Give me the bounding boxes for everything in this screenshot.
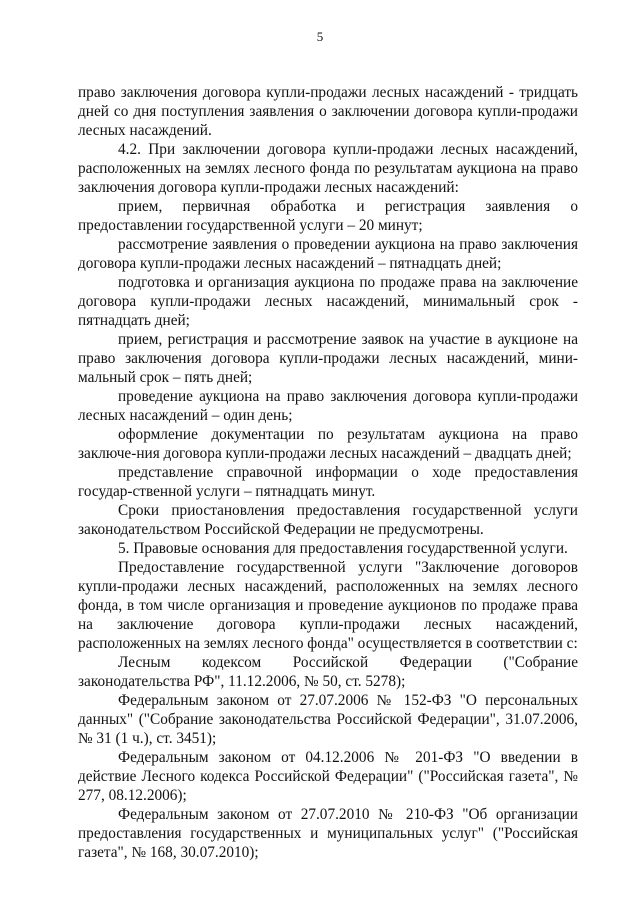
paragraph-continuation: право заключения договора купли-продажи лесных насаждений - тридцать дней со дня поступления заявления о заключении договора купли-продажи лесных насаждений. bbox=[78, 84, 578, 139]
paragraph-legal-basis: Предоставление государственной услуги "Заключение договоров купли-продажи лесных насаждений, расположенных на землях лесного фонда, в том числе организация и проведение аукционов по продаже права на заключение договора купли-продажи лесных насаждений, расположенных на землях лесного фонда" осуществляется в соответствии с: bbox=[78, 559, 578, 652]
legal-reference-item: Федеральным законом от 27.07.2006 № 152-ФЗ "О персональных данных" ("Собрание законодательства Российской Федерации", 31.07.2006, № 31 (1 ч.), ст. 3451); bbox=[78, 692, 578, 747]
paragraph-term-item: представление справочной информации о ходе предоставления государ-ственной услуги – пятнадцать минут. bbox=[78, 464, 578, 500]
paragraph-term-item: проведение аукциона на право заключения договора купли-продажи лесных насаждений – один день; bbox=[78, 388, 578, 424]
legal-reference-item: Федеральным законом от 27.07.2010 № 210-ФЗ "Об организации предоставления государственных и муниципальных услуг" ("Российская газета", № 168, 30.07.2010); bbox=[78, 806, 578, 861]
section-heading-5: 5. Правовые основания для предоставления государственной услуги. bbox=[118, 540, 568, 557]
paragraph-suspension-terms: Сроки приостановления предоставления государственной услуги законодательством Российской Федерации не предусмотрены. bbox=[78, 502, 578, 538]
paragraph-term-item: рассмотрение заявления о проведении аукциона на право заключения договора купли-продажи лесных насаждений – пятнадцать дней; bbox=[78, 236, 578, 272]
legal-reference-item: Федеральным законом от 04.12.2006 № 201-ФЗ "О введении в действие Лесного кодекса Российской Федерации" ("Российская газета", № 277, 08.12.2006); bbox=[78, 749, 578, 804]
paragraph-term-item: оформление документации по результатам аукциона на право заключе-ния договора купли-продажи лесных насаждений – двадцать дней; bbox=[78, 426, 578, 462]
paragraph-term-item: прием, первичная обработка и регистрация заявления о предоставлении государственной услуги – 20 минут; bbox=[78, 198, 578, 234]
paragraph-term-item: прием, регистрация и рассмотрение заявок на участие в аукционе на право заключения договора купли-продажи лесных насаждений, мини-мальный срок – пять дней; bbox=[78, 331, 578, 386]
legal-reference-item: Лесным кодексом Российской Федерации ("Собрание законодательства РФ", 11.12.2006, № 50, ст. 5278); bbox=[78, 654, 578, 690]
paragraph-section-4-2: 4.2. При заключении договора купли-продажи лесных насаждений, расположенных на землях лесного фонда по результатам аукциона на право заключения договора купли-продажи лесных насаждений: bbox=[78, 141, 578, 196]
page-number: 5 bbox=[316, 29, 324, 44]
paragraph-term-item: подготовка и организация аукциона по продаже права на заключение договора купли-продажи лесных насаждений, минимальный срок - пятнадцать дней; bbox=[78, 274, 578, 329]
document-body bbox=[78, 83, 578, 862]
